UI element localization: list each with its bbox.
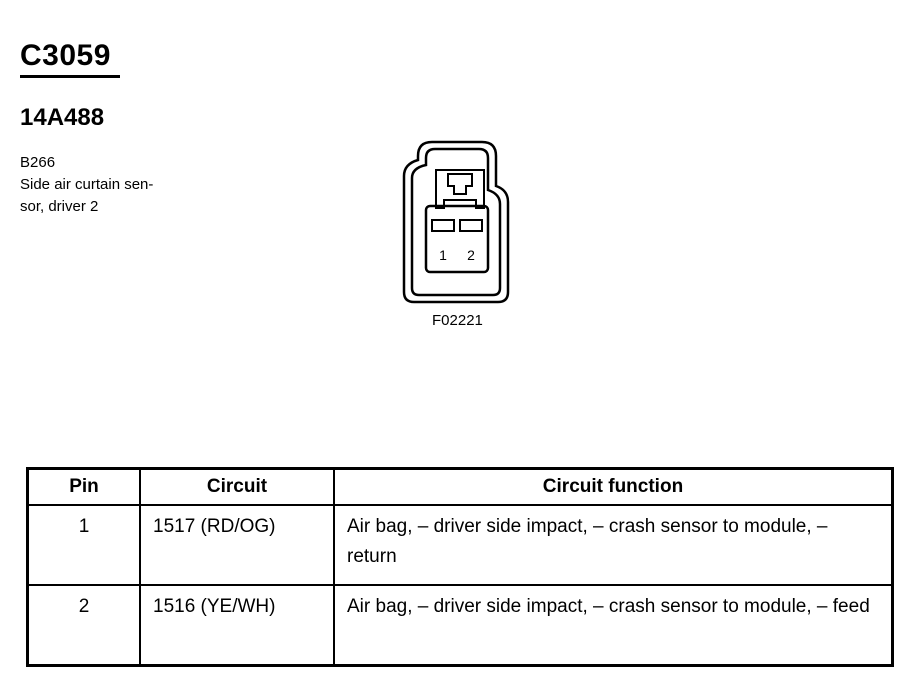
connector-latch-tab — [448, 174, 472, 194]
part-number: 14A488 — [20, 104, 105, 131]
pin-table — [26, 467, 894, 667]
connector-latch — [436, 170, 484, 208]
terminal-block — [426, 206, 488, 272]
component-desc-line2: sor, driver 2 — [20, 198, 99, 215]
pin-1-label: 1 — [439, 247, 447, 263]
circuit-function: Air bag, – driver side impact, – crash sensor to module, – return — [334, 505, 893, 585]
circuit-code: 1516 (YE/WH) — [140, 585, 334, 666]
table-row — [28, 505, 893, 585]
component-desc-line1: Side air curtain sen- — [20, 176, 154, 193]
header-function: Circuit function — [334, 469, 893, 506]
diagram-label: F02221 — [432, 312, 483, 329]
pin-number: 2 — [28, 585, 141, 666]
component-code: B266 — [20, 154, 56, 171]
header-pin: Pin — [28, 469, 141, 506]
title-underline — [20, 75, 120, 78]
pin-2-label: 2 — [467, 247, 475, 263]
table-row — [28, 585, 893, 666]
connector-diagram — [396, 138, 516, 308]
pin-1-cavity — [432, 220, 454, 231]
pin-number: 1 — [28, 505, 141, 585]
circuit-function: Air bag, – driver side impact, – crash sensor to module, – feed — [334, 585, 893, 666]
table-header-row — [28, 469, 893, 506]
header-circuit: Circuit — [140, 469, 334, 506]
pin-2-cavity — [460, 220, 482, 231]
component-description — [20, 152, 190, 218]
connector-id: C3059 — [20, 39, 111, 72]
circuit-code: 1517 (RD/OG) — [140, 505, 334, 585]
